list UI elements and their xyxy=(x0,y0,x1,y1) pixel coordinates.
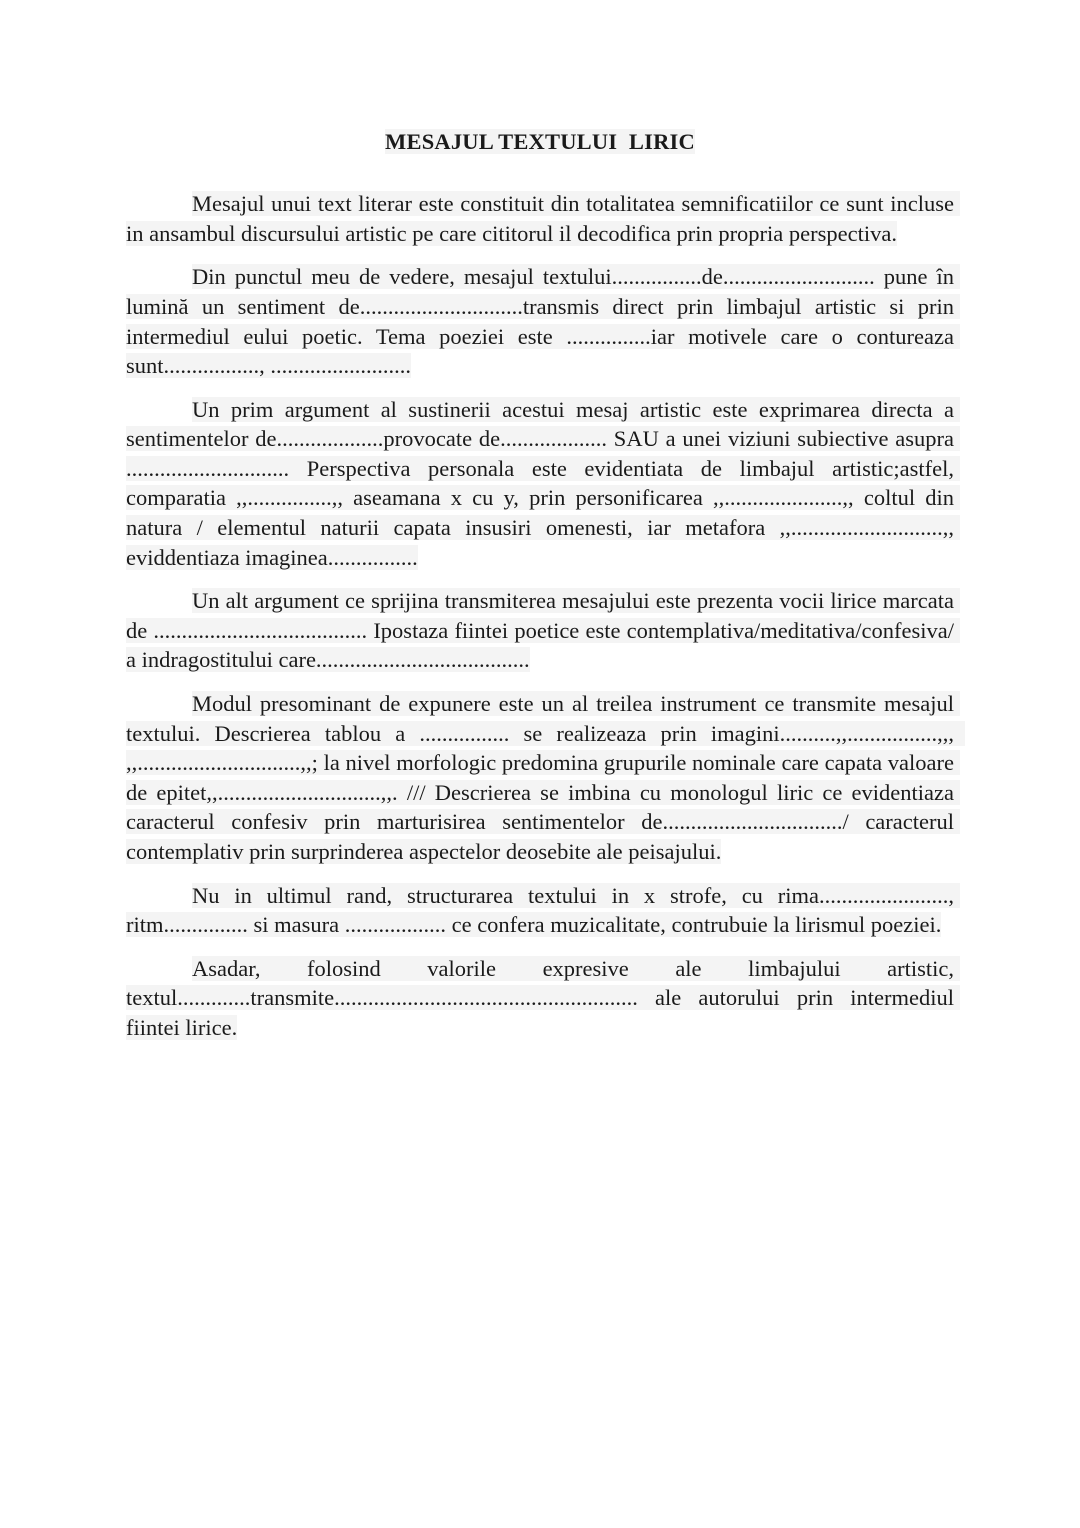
paragraph-third-argument-text: Modul presominant de expunere este un al treilea instrument ce transmite mesajul textului. Descrierea tablou a ................ se realizeaza prin imagini..........,,................,,, ,,.............................,,; la nivel morfologic predomina grupurile nominale care capata valoare de epitet,,.............................,,. /// Descrierea se imbina cu monologul liric ce evidentiaza caracterul confesiv prin marturisirea sentimentelor de................................/ caracterul contemplativ prin surprinderea aspectelor deosebite ale peisajului. xyxy=(126,691,966,864)
spacer-3 xyxy=(126,572,954,586)
paragraph-prosody xyxy=(126,881,960,940)
spacer-after-title xyxy=(126,156,954,189)
paragraph-thesis xyxy=(126,262,960,380)
paragraph-first-argument-text: Un prim argument al sustinerii acestui mesaj artistic este exprimarea directa a sentimentelor de...................provocate de................... SAU a unei viziuni subiective asupra ............................. Perspectiva personala este evidentiata de limbajul artistic;astfel, comparatia ,,...............,, aseamana x cu y, prin personificarea ,,.....................,, coltul din natura / elementul naturii capata insusiri omenesti, iar metafora ,,...........................,, eviddentiaza imaginea................ xyxy=(126,396,960,570)
spacer-5 xyxy=(126,867,954,881)
paragraph-first-argument xyxy=(126,395,960,573)
page-title xyxy=(126,0,954,156)
spacer-6 xyxy=(126,940,954,954)
paragraph-third-argument xyxy=(126,689,966,867)
spacer-4 xyxy=(126,675,954,689)
paragraph-conclusion-text: Asadar, folosind valorile expresive ale limbajului artistic, textul.............transmite...................................................... ale autorului prin intermediul fiintei lirice. xyxy=(126,955,960,1040)
spacer-1 xyxy=(126,248,954,262)
spacer-2 xyxy=(126,381,954,395)
paragraph-thesis-text: Din punctul meu de vedere, mesajul textului................de........................... pune în lumină un sentiment de.............................transmis direct prin limbajul artistic si prin intermediul eului poetic. Tema poeziei este ...............iar motivele care o contureaza sunt................., ......................... xyxy=(126,264,960,379)
paragraph-intro xyxy=(126,189,960,248)
paragraph-prosody-text: Nu in ultimul rand, structurarea textului in x strofe, cu rima......................., ritm............... si masura .................. ce confera muzicalitate, contrubuie la lirismul poeziei. xyxy=(126,882,960,938)
document-body xyxy=(126,0,966,1043)
paragraph-second-argument-text: Un alt argument ce sprijina transmiterea mesajului este prezenta vocii lirice marcata de ...................................... Ipostaza fiintei poetice este contemplativa/meditativa/confesiva/ a indragostitului care...................................... xyxy=(126,588,960,673)
paragraph-second-argument xyxy=(126,586,960,675)
paragraph-intro-text: Mesajul unui text literar este constituit din totalitatea semnificatiilor ce sunt incluse in ansambul discursului artistic pe care cititorul il decodifica prin propria perspectiva. xyxy=(126,191,960,246)
page-title-text: MESAJUL TEXTULUI LIRIC xyxy=(385,129,695,154)
paragraph-conclusion xyxy=(126,954,960,1043)
